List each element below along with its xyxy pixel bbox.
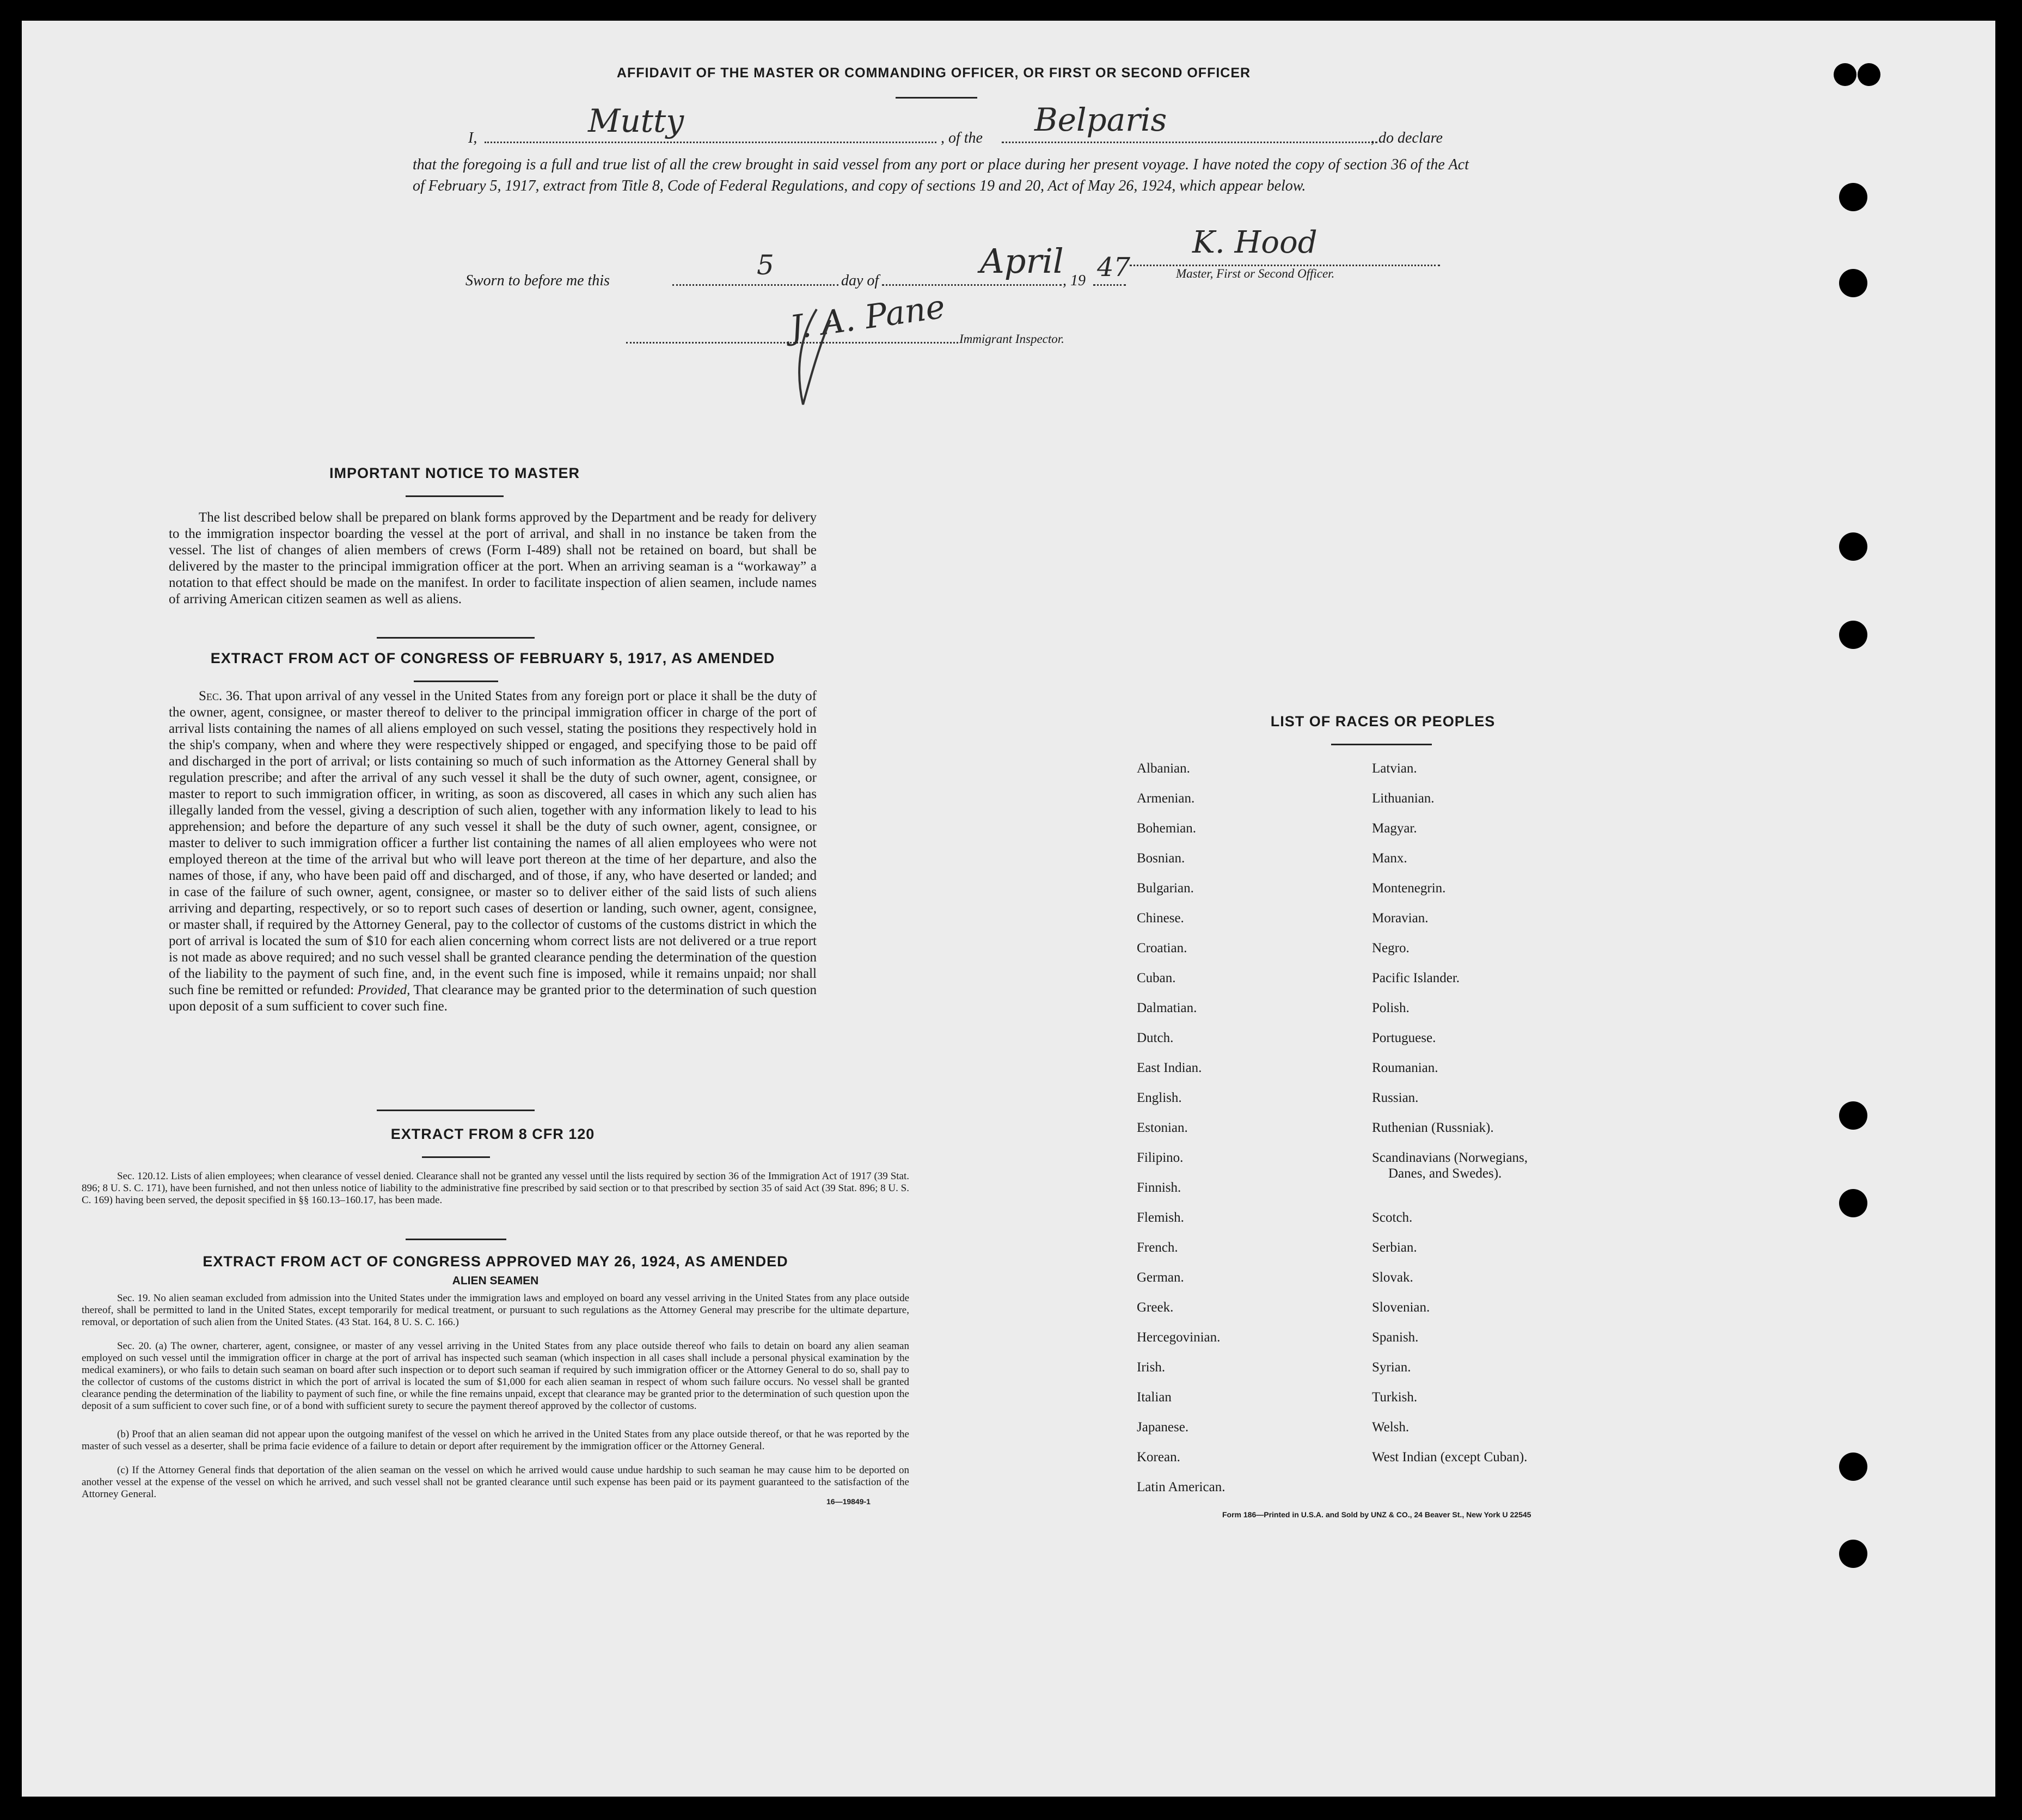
race-item: Pacific Islander. [1372, 971, 1460, 985]
race-item: German. [1137, 1270, 1184, 1285]
title-divider [896, 97, 977, 99]
races-list-left [1137, 761, 1355, 1510]
race-item: Flemish. [1137, 1210, 1184, 1225]
affidavit-i-label: I, [468, 130, 477, 146]
race-item: Scotch. [1372, 1210, 1413, 1225]
officer-label: Master, First or Second Officer. [1176, 267, 1335, 280]
officer-signature: K. Hood [1192, 225, 1318, 260]
race-item: Scandinavians (Norwegians, [1372, 1150, 1528, 1165]
race-item: Irish. [1137, 1360, 1166, 1375]
punch-hole [1839, 621, 1867, 649]
form-code: 16—19849-1 [826, 1497, 871, 1506]
race-item: Korean. [1137, 1450, 1180, 1464]
race-item: West Indian (except Cuban). [1372, 1450, 1528, 1464]
cfr-title: EXTRACT FROM 8 CFR 120 [390, 1126, 595, 1142]
race-item: Polish. [1372, 1001, 1410, 1015]
race-item: Portuguese. [1372, 1031, 1436, 1045]
section-divider-1 [377, 637, 535, 639]
cfr-body: Sec. 120.12. Lists of alien employees; when clearance of vessel denied. Clearance shall not be granted any vessel until the lists required by section 36 of the Immigration Act of 1917 (39 Stat. 896; 8 U. S. C. 171), have been furnished, and not then unless notice of liability to the administrative fine prescribed by said section or to that prescribed by section 35 of said Act (39 Stat. 896; 8 U. S. C. 169) having been served, the deposit specified in §§ 160.13–160.17, has been made. [82, 1171, 909, 1206]
sec36-text: That upon arrival of any vessel in the United States from any foreign port or place it shall be the duty of the owner, agent, consignee, or master thereof to deliver to the principal immigration officer in charge of the port of arrival lists containing the names of all aliens employed on such vessel, stating the positions they respectively hold in the ship's company, when and where they were respectively shipped or engaged, and specifying those to be paid off and discharged in the port of arrival; or lists containing so much of such information as the Attorney General shall by regulation prescribe; and after the arrival of any such vessel it shall be the duty of such owner, agent, consignee, or master to report to such immigration officer, in writing, as soon as discovered, all cases in which any such alien has illegally landed from the vessel, giving a description of such alien, together with any information likely to lead to his apprehension; and before the departure of any such vessel it shall be the duty of such owner, agent, consignee, or master to deliver to such immigration officer a further list containing the names of all alien employees who were not employed thereon at the time of the arrival but who will leave port thereon at the time of her departure, and also the names of those, if any, who have been paid off and discharged, and of those, if any, who have deserted or landed; and in case of the failure of such owner, agent, consignee, or master so to deliver either of the said lists of such aliens arriving and departing, respectively, or so to report such cases of desertion or landing, such owner, agent, consignee, or master shall, if required by the Attorney General, pay to the collector of customs of the customs district in which the port of arrival is located the sum of $10 for each alien concerning whom correct lists are not delivered or a true report is not made as above required; and no such vessel shall be granted clearance pending the determination of the question of the liability to the payment of such fine, and, in the event such fine is imposed, while it remains unpaid; nor shall such fine be remitted or refunded: [169, 689, 817, 997]
races-list-right [1372, 761, 1644, 1480]
provided-label: Provided, [357, 983, 410, 997]
race-item: English. [1137, 1090, 1182, 1105]
race-item: Lithuanian. [1372, 791, 1435, 806]
race-item: Russian. [1372, 1090, 1419, 1105]
races-title: LIST OF RACES OR PEOPLES [1270, 713, 1496, 730]
race-item: Magyar. [1372, 821, 1417, 836]
race-item: Slovenian. [1372, 1300, 1430, 1315]
race-item: East Indian. [1137, 1061, 1202, 1075]
races-divider [1331, 744, 1432, 745]
punch-hole [1839, 532, 1867, 561]
race-item: French. [1137, 1240, 1178, 1255]
race-item: Latvian. [1372, 761, 1417, 776]
race-item: Moravian. [1372, 911, 1429, 926]
punch-hole [1834, 63, 1856, 86]
race-item: Latin American. [1137, 1480, 1226, 1494]
race-item: Bohemian. [1137, 821, 1197, 836]
sworn-label: Sworn to before me this [465, 272, 610, 289]
race-item: Syrian. [1372, 1360, 1411, 1375]
race-item: Welsh. [1372, 1420, 1410, 1435]
race-item: Armenian. [1137, 791, 1195, 806]
race-item: Negro. [1372, 941, 1410, 955]
inspector-signature: J. A. Pane [787, 287, 948, 347]
race-item: Roumanian. [1372, 1061, 1438, 1075]
race-item: Serbian. [1372, 1240, 1417, 1255]
day-line [672, 266, 838, 286]
race-item: Chinese. [1137, 911, 1184, 926]
race-item: Finnish. [1137, 1180, 1181, 1195]
sec36-label: Sec. 36. [199, 689, 243, 703]
punch-hole [1839, 1101, 1867, 1130]
race-item: Bulgarian. [1137, 881, 1194, 896]
sec19-text: Sec. 19. No alien seaman excluded from admission into the United States under the immigration laws and employed on board any vessel arriving in the United States from any place outside thereof, shall be permitted to land in the United States, except temporarily for medical treatment, or pursuant to such regulations as the Attorney General may prescribe for the ultimate departure, removal, or deportation of such alien from the United States. (43 Stat. 164, 8 U. S. C. 166.) [82, 1292, 909, 1328]
sec20a-text: Sec. 20. (a) The owner, charterer, agent, consignee, or master of any vessel arriving in the United States from any place outside thereof who fails to detain on board any alien seaman employed on such vessel until the immigration officer in charge at the port of arrival has inspected such seaman (which inspection in all cases shall include a personal physical examination by the medical examiners), or who fails to detain such seaman on board after such inspection or to deport such seaman if required by such immigration officer or the Attorney General to do so, shall pay to the collector of customs of the customs district in which the port of arrival is located the sum of $1,000 for each alien seaman in respect of whom such failure occurs. No vessel shall be granted clearance pending the determination of the liability to payment of such fine, or while the fine remains unpaid, except that clearance may be granted prior to the determination of such question upon the deposit of a sum sufficient to cover such fine, or of a bond with sufficient surety to secure the payment thereof approved by the collector of customs. [82, 1340, 909, 1412]
sec20c-text: (c) If the Attorney General finds that deportation of the alien seaman on the vessel on which he arrived would cause undue hardship to such seaman he may cause him to be deported on another vessel at the expense of the vessel on which he arrived, and such vessel shall not be granted clearance until such expense has been paid or its payment guaranteed to the satisfaction of the Attorney General. [82, 1464, 909, 1500]
notice-divider [406, 495, 504, 497]
of-the-label: , of the [941, 130, 983, 146]
race-item: Japanese. [1137, 1420, 1189, 1435]
race-item: Bosnian. [1137, 851, 1185, 866]
notice-body: The list described below shall be prepared on blank forms approved by the Department and be ready for delivery to the immigration inspector boarding the vessel at the port of arrival, and shall in no instance be taken from the vessel. The list of changes of alien members of crews (Form I-489) shall not be retained on board, but shall be delivered by the master to the principal immigration officer at the port. When an arriving seaman is a “workaway” a notation to that effect should be made on the manifest. In order to facilitate inspection of alien seamen, include names of arriving American citizen seamen as well as aliens. [169, 510, 817, 606]
race-item: Croatian. [1137, 941, 1187, 955]
punch-hole [1839, 269, 1867, 297]
race-item: Greek. [1137, 1300, 1174, 1315]
extract1917-title: EXTRACT FROM ACT OF CONGRESS OF FEBRUARY 5, 1917, AS AMENDED [210, 650, 775, 666]
race-item: Turkish. [1372, 1390, 1418, 1405]
punch-hole [1858, 63, 1880, 86]
race-item: Montenegrin. [1372, 881, 1446, 896]
sec20b-text: (b) Proof that an alien seaman did not appear upon the outgoing manifest of the vessel on which he arrived in the United States from any place outside thereof, or that he was reported by the master of such vessel as a deserter, shall be prima facie evidence of a failure to detain or deport after requirement by the immigration officer or the Attorney General. [82, 1429, 909, 1452]
day-of-label: day of [841, 272, 879, 289]
printer-footer: Form 186—Printed in U.S.A. and Sold by UNZ & CO., 24 Beaver St., New York U 22545 [1222, 1510, 1531, 1519]
race-item: Spanish. [1372, 1330, 1419, 1345]
section-divider-2 [377, 1110, 535, 1111]
punch-hole [1839, 1540, 1867, 1568]
extract1917-divider [414, 681, 498, 682]
declare-label: , do declare [1371, 130, 1443, 146]
punch-hole [1839, 1189, 1867, 1217]
master-name-line [485, 123, 936, 143]
section-divider-3 [406, 1239, 506, 1240]
race-item: Filipino. [1137, 1150, 1184, 1165]
signature-flourish [779, 304, 860, 413]
cfr-divider [422, 1156, 490, 1158]
vessel-name-handwritten: Belparis [1034, 101, 1167, 138]
punch-hole [1839, 183, 1867, 211]
race-item: Ruthenian (Russniak). [1372, 1120, 1494, 1135]
race-item: Italian [1137, 1390, 1172, 1405]
race-item: Dalmatian. [1137, 1001, 1197, 1015]
year-handwritten: 47 [1097, 252, 1131, 283]
race-item: Slovak. [1372, 1270, 1413, 1285]
day-handwritten: 5 [757, 249, 774, 281]
year-prefix: , 19 [1063, 272, 1086, 289]
punch-hole [1839, 1453, 1867, 1481]
document-page [22, 21, 1995, 1797]
master-name-handwritten: Mutty [588, 102, 684, 139]
affidavit-title: AFFIDAVIT OF THE MASTER OR COMMANDING OFFICER, OR FIRST OR SECOND OFFICER [616, 65, 1251, 81]
race-item: Cuban. [1137, 971, 1176, 985]
extract1917-body [169, 688, 817, 1015]
extract1924-title: EXTRACT FROM ACT OF CONGRESS APPROVED MAY 26, 1924, AS AMENDED [203, 1253, 788, 1270]
sec36-end: That clearance may be granted prior to the determination of such question upon deposit of a sum sufficient to cover such fine. [169, 983, 817, 1014]
race-item-continued: Danes, and Swedes). [1388, 1166, 1502, 1181]
month-handwritten: April [980, 241, 1064, 281]
inspector-label: Immigrant Inspector. [959, 332, 1064, 346]
race-item: Albanian. [1137, 761, 1190, 776]
affidavit-body: that the foregoing is a full and true list of all the crew brought in said vessel from any port or place during her present voyage. I have noted the copy of section 36 of the Act of February 5, 1917, extract from Title 8, Code of Federal Regulations, and copy of sections 19 and 20, Act of May 26, 1924, which appear below. [413, 156, 1469, 194]
race-item: Manx. [1372, 851, 1407, 866]
race-item: Dutch. [1137, 1031, 1174, 1045]
notice-title: IMPORTANT NOTICE TO MASTER [329, 465, 580, 481]
race-item: Estonian. [1137, 1120, 1188, 1135]
extract1924-subtitle: ALIEN SEAMEN [452, 1274, 539, 1287]
race-item: Hercegovinian. [1137, 1330, 1221, 1345]
